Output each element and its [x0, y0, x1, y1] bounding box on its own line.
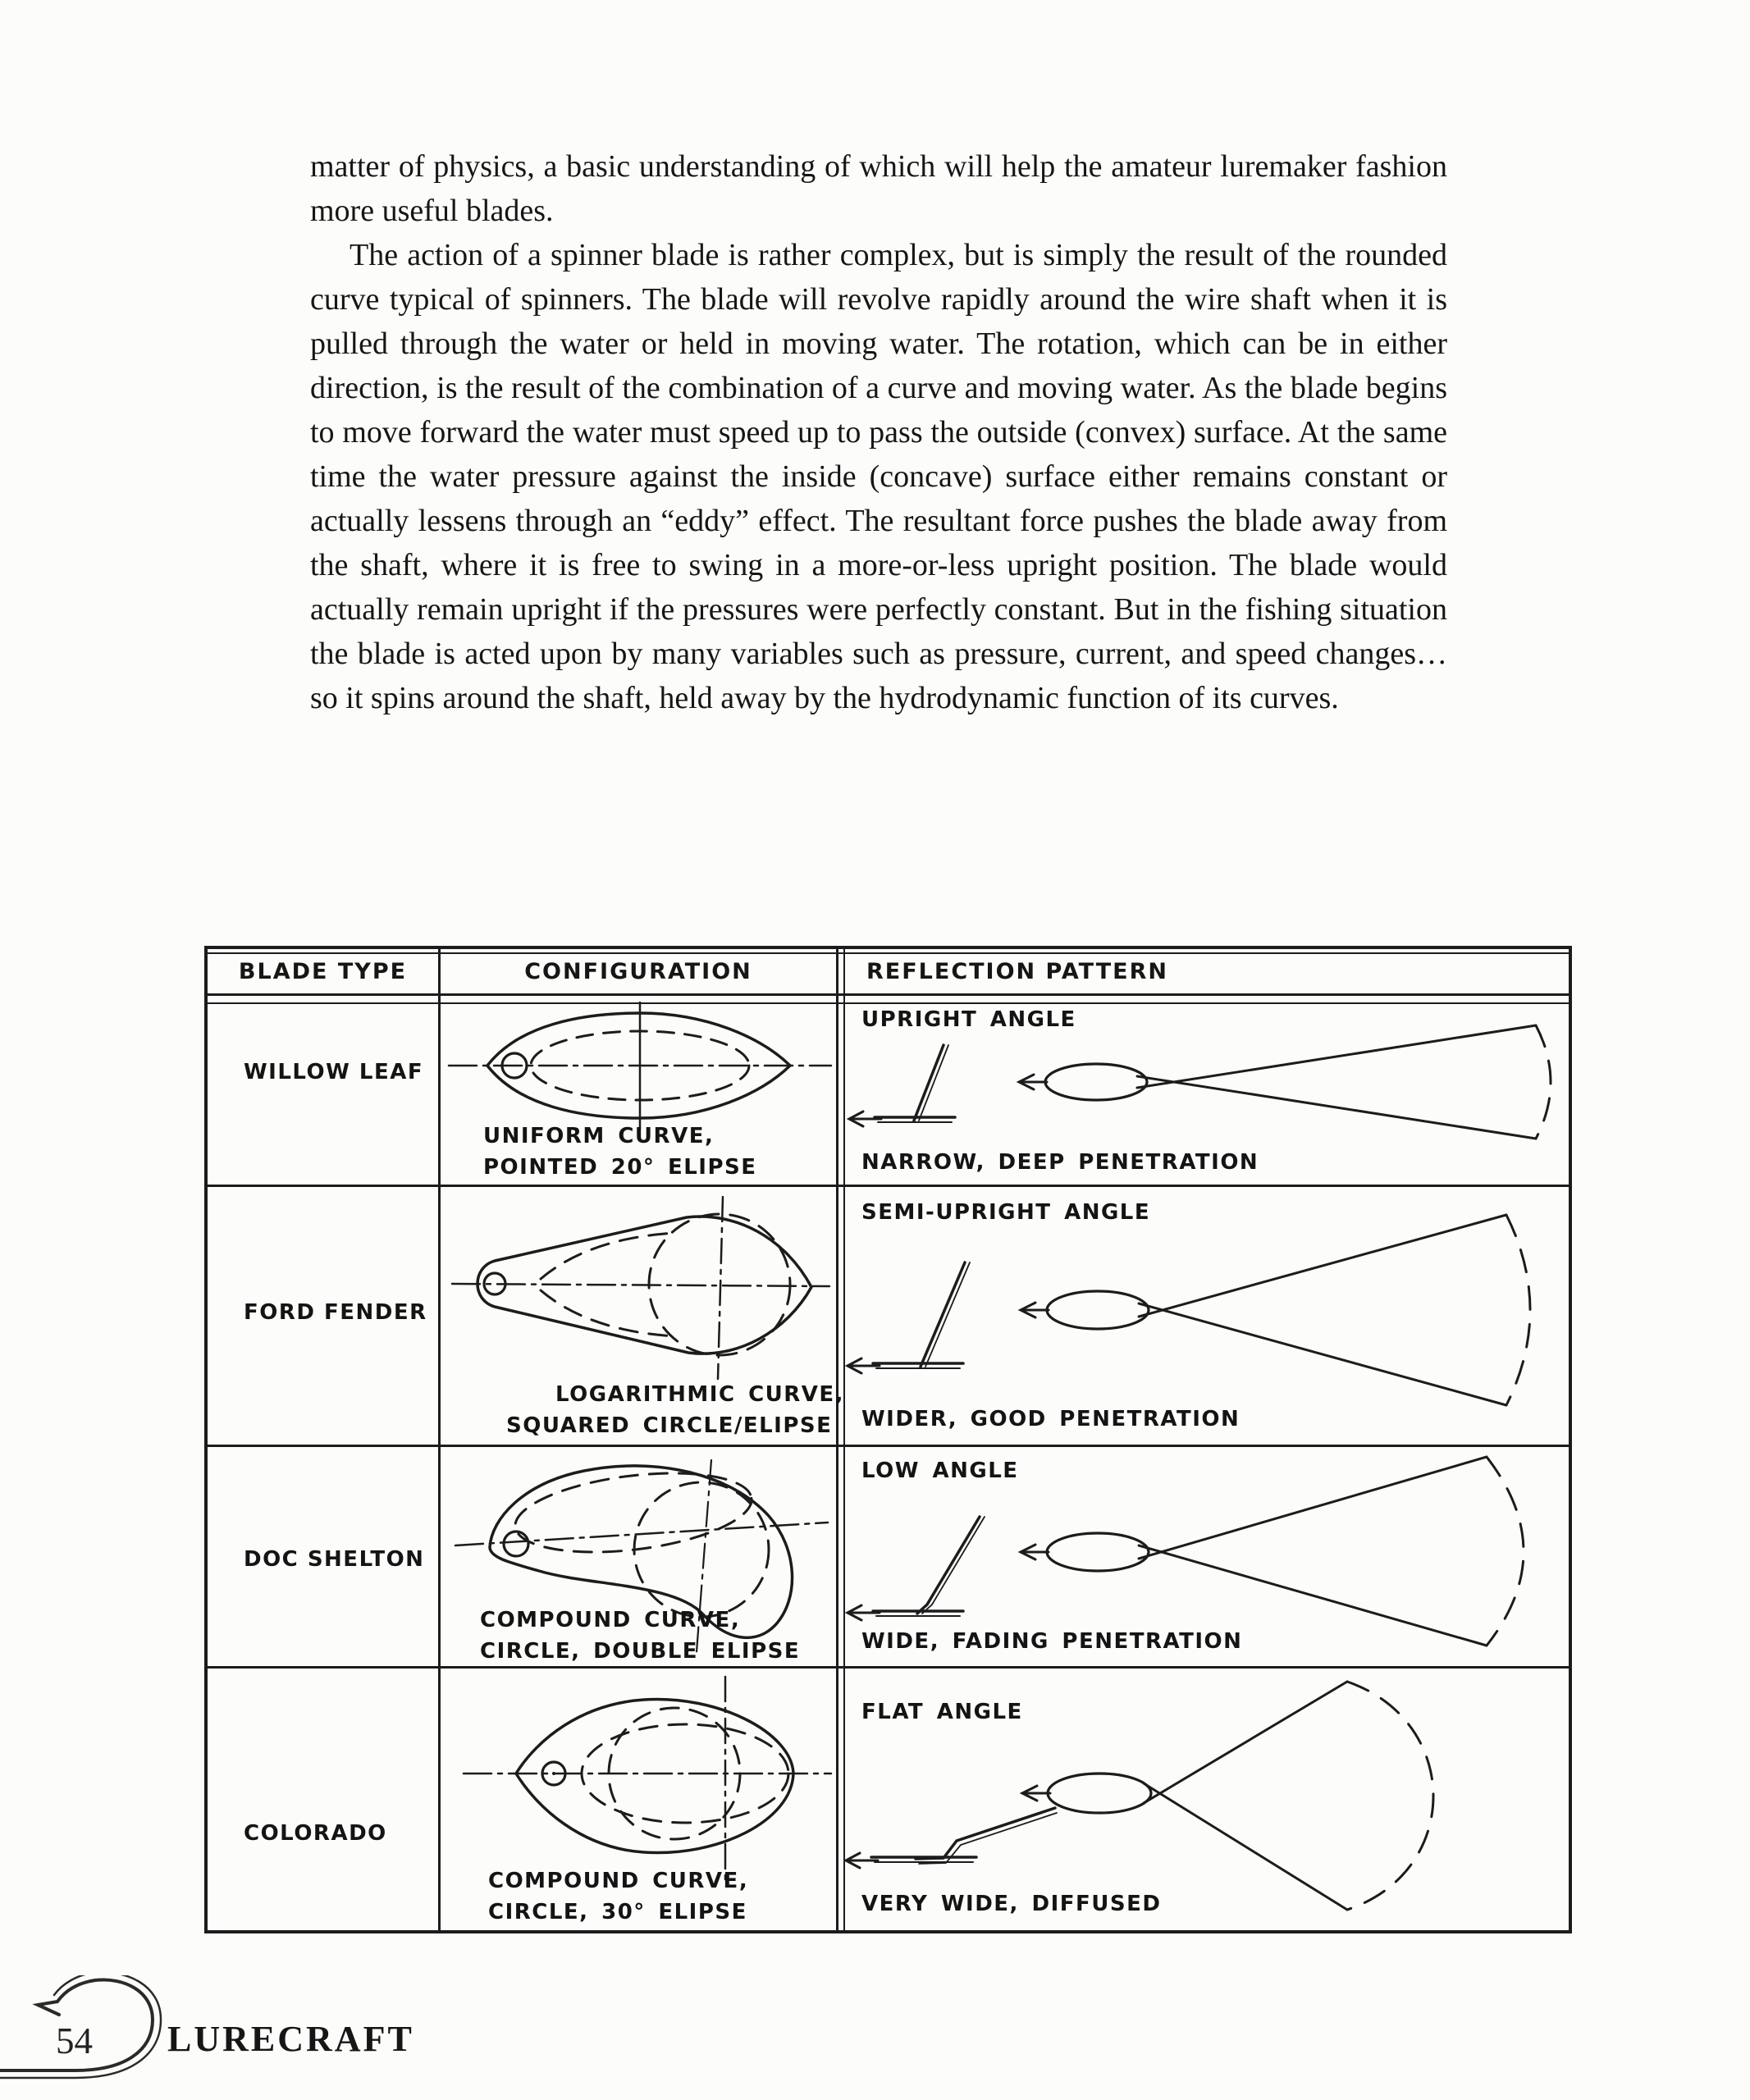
reflection-angle-label: UPRIGHT ANGLE [861, 1007, 1076, 1032]
header-configuration-label: CONFIGURATION [524, 958, 752, 984]
configuration-caption-line1: UNIFORM CURVE, [483, 1124, 715, 1148]
reflection-cell-doc-shelton [838, 1447, 1569, 1669]
configuration-caption-line1: COMPOUND CURVE, [488, 1869, 749, 1893]
book-title: LURECRAFT [167, 2019, 414, 2059]
header-reflection-pattern-label: REFLECTION PATTERN [866, 958, 1168, 984]
configuration-cell-colorado [441, 1669, 838, 1930]
configuration-caption-line1: LOGARITHMIC CURVE, [555, 1382, 845, 1407]
reflection-cell-colorado [838, 1669, 1569, 1930]
blade-type-cell-doc-shelton [208, 1447, 441, 1669]
body-text [310, 144, 1447, 720]
configuration-caption-line2: SQUARED CIRCLE/ELIPSE [506, 1413, 833, 1438]
reflection-angle-label: FLAT ANGLE [861, 1700, 1023, 1724]
header-blade-type [208, 949, 441, 996]
blade-type-cell-willow-leaf [208, 996, 441, 1187]
reflection-angle-label: LOW ANGLE [861, 1459, 1019, 1483]
header-blade-type-label: BLADE TYPE [238, 958, 408, 984]
paragraph-2: The action of a spinner blade is rather complex, but is simply the result of the rounded curve typical of spinners. The blade will revolve rapidly around the wire shaft when it is pulled through the water or held in moving water. The rotation, which can be in either direction, is the result of the combination of a curve and moving water. As the blade begins to move forward the water must speed up to pass the outside (convex) surface. At the same time the water pressure against the inside (concave) surface either remains constant or actually lessens through an “eddy” effect. The resultant force pushes the blade away from the shaft, where it is free to swing in a more-or-less upright position. The blade would actually remain upright if the pressures were perfectly constant. But in the fishing situation the blade is acted upon by many variables such as pressure, current, and speed changes…so it spins around the shaft, held away by the hydrodynamic function of its curves. [310, 238, 1447, 715]
page-number: 54 [56, 2020, 93, 2061]
blade-type-label: FORD FENDER [244, 1300, 427, 1325]
blade-type-label: COLORADO [244, 1821, 387, 1846]
configuration-caption-line2: CIRCLE, DOUBLE ELIPSE [480, 1639, 801, 1664]
reflection-angle-label: SEMI-UPRIGHT ANGLE [861, 1200, 1151, 1225]
configuration-caption-line2: POINTED 20° ELIPSE [483, 1155, 757, 1180]
paragraph-1: matter of physics, a basic understanding of which will help the amateur luremaker fashion more useful blades. [310, 149, 1447, 228]
reflection-caption: WIDE, FADING PENETRATION [861, 1629, 1243, 1654]
configuration-caption-line1: COMPOUND CURVE, [480, 1608, 741, 1632]
reflection-caption: NARROW, DEEP PENETRATION [861, 1150, 1259, 1175]
header-configuration [441, 949, 838, 996]
configuration-cell-doc-shelton [441, 1447, 838, 1669]
reflection-caption: WIDER, GOOD PENETRATION [861, 1407, 1241, 1431]
reflection-caption: VERY WIDE, DIFFUSED [861, 1892, 1162, 1916]
blade-type-label: WILLOW LEAF [244, 1060, 424, 1084]
configuration-cell-ford-fender [441, 1187, 845, 1447]
semi-upright-angle-reflection-diagram [838, 1187, 1569, 1445]
header-reflection-pattern [838, 949, 1569, 996]
blade-type-cell-ford-fender [208, 1187, 441, 1447]
reflection-cell-ford-fender [838, 1187, 1569, 1447]
configuration-caption-line2: CIRCLE, 30° ELIPSE [488, 1900, 747, 1924]
blade-type-label: DOC SHELTON [244, 1547, 425, 1572]
doc-shelton-configuration-diagram [441, 1447, 836, 1666]
blade-type-cell-colorado [208, 1669, 441, 1930]
configuration-cell-willow-leaf [441, 996, 838, 1187]
blade-reflection-table [204, 946, 1572, 1933]
reflection-cell-willow-leaf [838, 996, 1569, 1187]
